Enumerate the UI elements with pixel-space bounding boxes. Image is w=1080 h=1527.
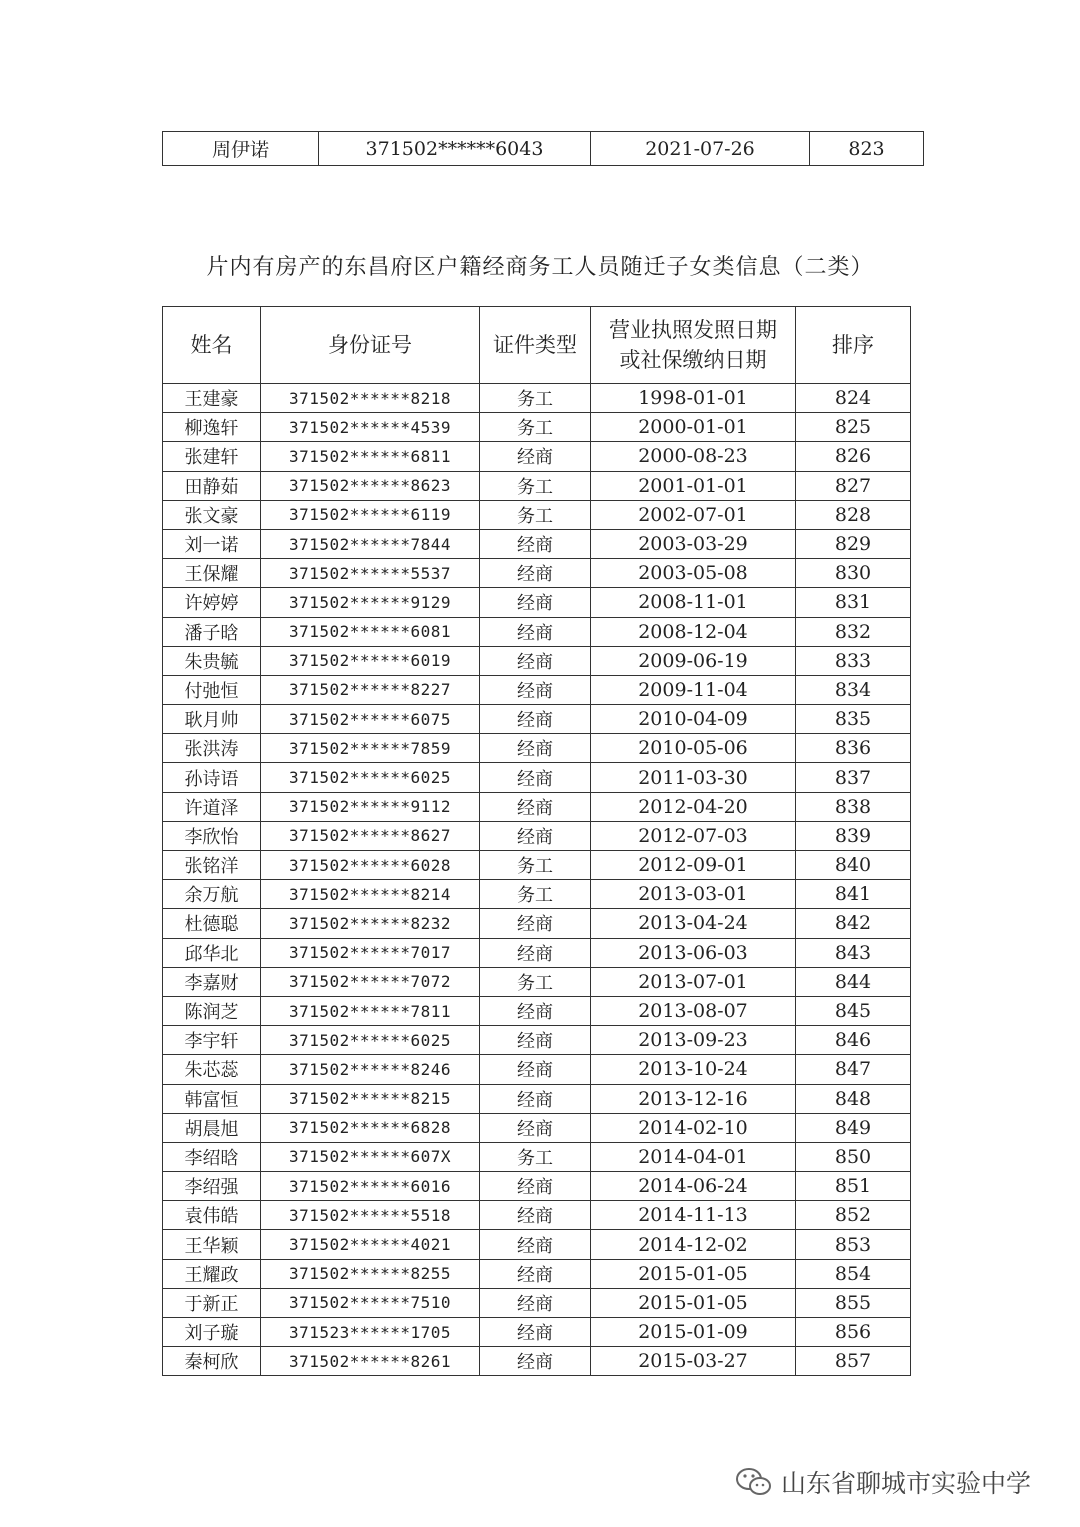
date-cell: 2015-03-27 — [591, 1347, 796, 1376]
rank-cell: 835 — [796, 705, 911, 734]
table-row — [163, 1347, 911, 1376]
name-cell: 张文豪 — [163, 500, 261, 529]
table-body — [163, 384, 911, 1376]
type-cell: 经商 — [480, 734, 591, 763]
type-cell: 经商 — [480, 1347, 591, 1376]
name-cell: 李宇轩 — [163, 1026, 261, 1055]
id-cell: 371502******4021 — [261, 1230, 480, 1259]
type-cell: 经商 — [480, 529, 591, 558]
name-cell: 许婷婷 — [163, 588, 261, 617]
type-cell: 经商 — [480, 1201, 591, 1230]
rank-cell: 844 — [796, 967, 911, 996]
rank-cell: 828 — [796, 500, 911, 529]
id-cell: 371502******8623 — [261, 471, 480, 500]
date-cell: 2008-11-01 — [591, 588, 796, 617]
table-row — [163, 967, 911, 996]
id-cell: 371502******9112 — [261, 792, 480, 821]
name-cell: 孙诗语 — [163, 763, 261, 792]
id-cell: 371502******7072 — [261, 967, 480, 996]
table-row — [163, 851, 911, 880]
table-row — [163, 617, 911, 646]
table-row — [163, 1201, 911, 1230]
type-cell: 经商 — [480, 442, 591, 471]
name-cell: 张洪涛 — [163, 734, 261, 763]
table-row — [163, 1026, 911, 1055]
type-cell: 经商 — [480, 1055, 591, 1084]
type-cell: 务工 — [480, 384, 591, 413]
id-cell: 371502******6025 — [261, 763, 480, 792]
name-cell: 田静茹 — [163, 471, 261, 500]
type-cell: 经商 — [480, 588, 591, 617]
name-cell: 韩富恒 — [163, 1084, 261, 1113]
rank-cell: 855 — [796, 1288, 911, 1317]
type-cell: 经商 — [480, 1259, 591, 1288]
rank-cell: 838 — [796, 792, 911, 821]
header-id: 身份证号 — [261, 307, 480, 384]
type-cell: 经商 — [480, 792, 591, 821]
table-row — [163, 1055, 911, 1084]
id-cell: 371502******8246 — [261, 1055, 480, 1084]
table-row — [163, 384, 911, 413]
date-cell: 2008-12-04 — [591, 617, 796, 646]
type-cell: 经商 — [480, 1084, 591, 1113]
table-row — [163, 763, 911, 792]
type-cell: 经商 — [480, 1026, 591, 1055]
type-cell: 经商 — [480, 675, 591, 704]
id-cell: 371502******6119 — [261, 500, 480, 529]
table-row — [163, 996, 911, 1025]
type-cell: 经商 — [480, 938, 591, 967]
name-cell: 王建豪 — [163, 384, 261, 413]
id-cell: 371502******6081 — [261, 617, 480, 646]
rank-cell: 853 — [796, 1230, 911, 1259]
header-date-line2: 或社保缴纳日期 — [619, 348, 767, 372]
table-row — [163, 500, 911, 529]
rank-cell: 843 — [796, 938, 911, 967]
rank-cell: 824 — [796, 384, 911, 413]
id-cell: 371502******6811 — [261, 442, 480, 471]
type-cell: 经商 — [480, 559, 591, 588]
name-cell: 王耀政 — [163, 1259, 261, 1288]
rank-cell: 841 — [796, 880, 911, 909]
date-cell: 2003-03-29 — [591, 529, 796, 558]
rank-cell: 849 — [796, 1113, 911, 1142]
type-cell: 经商 — [480, 617, 591, 646]
id-cell: 371502******7510 — [261, 1288, 480, 1317]
name-cell: 柳逸轩 — [163, 413, 261, 442]
date-cell: 2015-01-05 — [591, 1259, 796, 1288]
table-row — [163, 1142, 911, 1171]
rank-cell: 852 — [796, 1201, 911, 1230]
table-row — [163, 734, 911, 763]
date-cell: 2012-09-01 — [591, 851, 796, 880]
name-cell: 李嘉财 — [163, 967, 261, 996]
name-cell: 潘子晗 — [163, 617, 261, 646]
rank-cell: 832 — [796, 617, 911, 646]
id-cell: 371502******8227 — [261, 675, 480, 704]
name-cell: 李绍强 — [163, 1172, 261, 1201]
table-row — [163, 909, 911, 938]
rank-cell: 857 — [796, 1347, 911, 1376]
id-cell: 371502******607X — [261, 1142, 480, 1171]
name-cell: 耿月帅 — [163, 705, 261, 734]
date-cell: 2013-12-16 — [591, 1084, 796, 1113]
student-info-table — [162, 306, 911, 1376]
id-cell: 371502******6019 — [261, 646, 480, 675]
rank-cell: 847 — [796, 1055, 911, 1084]
header-rank: 排序 — [796, 307, 911, 384]
date-cell: 2015-01-09 — [591, 1318, 796, 1347]
watermark-text: 山东省聊城市实验中学 — [781, 1469, 1032, 1498]
date-cell: 2011-03-30 — [591, 763, 796, 792]
rank-cell: 856 — [796, 1318, 911, 1347]
header-date — [591, 307, 796, 384]
watermark — [735, 1462, 1031, 1502]
table-row — [163, 705, 911, 734]
date-cell: 2012-04-20 — [591, 792, 796, 821]
name-cell: 陈润芝 — [163, 996, 261, 1025]
name-cell: 邱华北 — [163, 938, 261, 967]
type-cell: 经商 — [480, 996, 591, 1025]
table-row — [163, 1113, 911, 1142]
date-cell: 2003-05-08 — [591, 559, 796, 588]
type-cell: 经商 — [480, 1113, 591, 1142]
id-cell: 371502******8261 — [261, 1347, 480, 1376]
rank-cell: 839 — [796, 821, 911, 850]
name-cell: 李绍晗 — [163, 1142, 261, 1171]
id-cell: 371502******7844 — [261, 529, 480, 558]
table-row — [163, 1318, 911, 1347]
date-cell: 2009-06-19 — [591, 646, 796, 675]
date-cell: 2014-06-24 — [591, 1172, 796, 1201]
rank-cell: 848 — [796, 1084, 911, 1113]
type-cell: 务工 — [480, 500, 591, 529]
date-cell: 2013-08-07 — [591, 996, 796, 1025]
type-cell: 经商 — [480, 1288, 591, 1317]
name-cell: 王保耀 — [163, 559, 261, 588]
rank-cell: 829 — [796, 529, 911, 558]
date-cell: 2013-10-24 — [591, 1055, 796, 1084]
id-cell: 371502******8215 — [261, 1084, 480, 1113]
id-cell: 371502******8255 — [261, 1259, 480, 1288]
id-cell: 371502******6828 — [261, 1113, 480, 1142]
rank-cell: 830 — [796, 559, 911, 588]
type-cell: 务工 — [480, 413, 591, 442]
date-cell: 2013-03-01 — [591, 880, 796, 909]
wechat-icon — [735, 1466, 773, 1498]
table-row — [163, 675, 911, 704]
table-row — [163, 529, 911, 558]
type-cell: 经商 — [480, 763, 591, 792]
date-cell: 2012-07-03 — [591, 821, 796, 850]
rank-cell: 823 — [810, 132, 924, 166]
name-cell: 于新正 — [163, 1288, 261, 1317]
rank-cell: 837 — [796, 763, 911, 792]
date-cell: 2013-07-01 — [591, 967, 796, 996]
name-cell: 胡晨旭 — [163, 1113, 261, 1142]
header-name: 姓名 — [163, 307, 261, 384]
table-row — [163, 442, 911, 471]
date-cell: 2014-04-01 — [591, 1142, 796, 1171]
type-cell: 务工 — [480, 880, 591, 909]
date-cell: 2021-07-26 — [591, 132, 810, 166]
type-cell: 务工 — [480, 471, 591, 500]
id-cell: 371502******4539 — [261, 413, 480, 442]
table-row — [163, 646, 911, 675]
date-cell: 2010-04-09 — [591, 705, 796, 734]
table-row — [163, 938, 911, 967]
rank-cell: 827 — [796, 471, 911, 500]
rank-cell: 846 — [796, 1026, 911, 1055]
table-row — [163, 1288, 911, 1317]
id-cell: 371502******8627 — [261, 821, 480, 850]
rank-cell: 842 — [796, 909, 911, 938]
date-cell: 2002-07-01 — [591, 500, 796, 529]
table-row — [163, 413, 911, 442]
table-row — [163, 1084, 911, 1113]
rank-cell: 850 — [796, 1142, 911, 1171]
id-cell: 371502******8232 — [261, 909, 480, 938]
date-cell: 2014-12-02 — [591, 1230, 796, 1259]
name-cell: 付弛恒 — [163, 675, 261, 704]
table-row — [163, 1259, 911, 1288]
id-cell: 371502******8218 — [261, 384, 480, 413]
date-cell: 2013-04-24 — [591, 909, 796, 938]
name-cell: 朱芯蕊 — [163, 1055, 261, 1084]
date-cell: 1998-01-01 — [591, 384, 796, 413]
id-cell: 371502******6016 — [261, 1172, 480, 1201]
table-row — [163, 821, 911, 850]
id-cell: 371502******9129 — [261, 588, 480, 617]
id-cell: 371502******7811 — [261, 996, 480, 1025]
type-cell: 经商 — [480, 1172, 591, 1201]
id-cell: 371502******6028 — [261, 851, 480, 880]
rank-cell: 834 — [796, 675, 911, 704]
name-cell: 刘一诺 — [163, 529, 261, 558]
rank-cell: 851 — [796, 1172, 911, 1201]
date-cell: 2013-06-03 — [591, 938, 796, 967]
id-cell: 371502******7859 — [261, 734, 480, 763]
date-cell: 2010-05-06 — [591, 734, 796, 763]
table-row — [163, 588, 911, 617]
date-cell: 2001-01-01 — [591, 471, 796, 500]
name-cell: 秦柯欣 — [163, 1347, 261, 1376]
table-row — [163, 880, 911, 909]
id-cell: 371502******5518 — [261, 1201, 480, 1230]
type-cell: 经商 — [480, 821, 591, 850]
type-cell: 经商 — [480, 1230, 591, 1259]
type-cell: 务工 — [480, 1142, 591, 1171]
name-cell: 袁伟皓 — [163, 1201, 261, 1230]
header-row — [163, 307, 911, 384]
table-row — [163, 1172, 911, 1201]
section-title: 片内有房产的东昌府区户籍经商务工人员随迁子女类信息（二类） — [206, 255, 874, 280]
date-cell: 2013-09-23 — [591, 1026, 796, 1055]
id-cell: 371502******8214 — [261, 880, 480, 909]
table-row — [163, 559, 911, 588]
date-cell: 2014-11-13 — [591, 1201, 796, 1230]
id-cell: 371502******6043 — [319, 132, 591, 166]
name-cell: 朱贵毓 — [163, 646, 261, 675]
type-cell: 经商 — [480, 705, 591, 734]
name-cell: 李欣怡 — [163, 821, 261, 850]
date-cell: 2009-11-04 — [591, 675, 796, 704]
id-cell: 371502******5537 — [261, 559, 480, 588]
top-continuation-table — [162, 131, 924, 166]
id-cell: 371502******6075 — [261, 705, 480, 734]
rank-cell: 854 — [796, 1259, 911, 1288]
table-row — [163, 792, 911, 821]
name-cell: 余万航 — [163, 880, 261, 909]
rank-cell: 836 — [796, 734, 911, 763]
rank-cell: 826 — [796, 442, 911, 471]
header-date-line1: 营业执照发照日期 — [609, 318, 777, 342]
type-cell: 经商 — [480, 646, 591, 675]
name-cell: 张铭洋 — [163, 851, 261, 880]
rank-cell: 845 — [796, 996, 911, 1025]
date-cell: 2015-01-05 — [591, 1288, 796, 1317]
name-cell: 杜德聪 — [163, 909, 261, 938]
type-cell: 务工 — [480, 851, 591, 880]
type-cell: 经商 — [480, 909, 591, 938]
type-cell: 务工 — [480, 967, 591, 996]
rank-cell: 825 — [796, 413, 911, 442]
date-cell: 2014-02-10 — [591, 1113, 796, 1142]
rank-cell: 833 — [796, 646, 911, 675]
rank-cell: 831 — [796, 588, 911, 617]
name-cell: 王华颖 — [163, 1230, 261, 1259]
rank-cell: 840 — [796, 851, 911, 880]
type-cell: 经商 — [480, 1318, 591, 1347]
table-row — [163, 1230, 911, 1259]
name-cell: 周伊诺 — [163, 132, 319, 166]
table-row — [163, 471, 911, 500]
date-cell: 2000-08-23 — [591, 442, 796, 471]
date-cell: 2000-01-01 — [591, 413, 796, 442]
name-cell: 许道泽 — [163, 792, 261, 821]
table-row — [163, 132, 924, 166]
name-cell: 刘子璇 — [163, 1318, 261, 1347]
id-cell: 371502******7017 — [261, 938, 480, 967]
header-type: 证件类型 — [480, 307, 591, 384]
id-cell: 371523******1705 — [261, 1318, 480, 1347]
name-cell: 张建轩 — [163, 442, 261, 471]
id-cell: 371502******6025 — [261, 1026, 480, 1055]
